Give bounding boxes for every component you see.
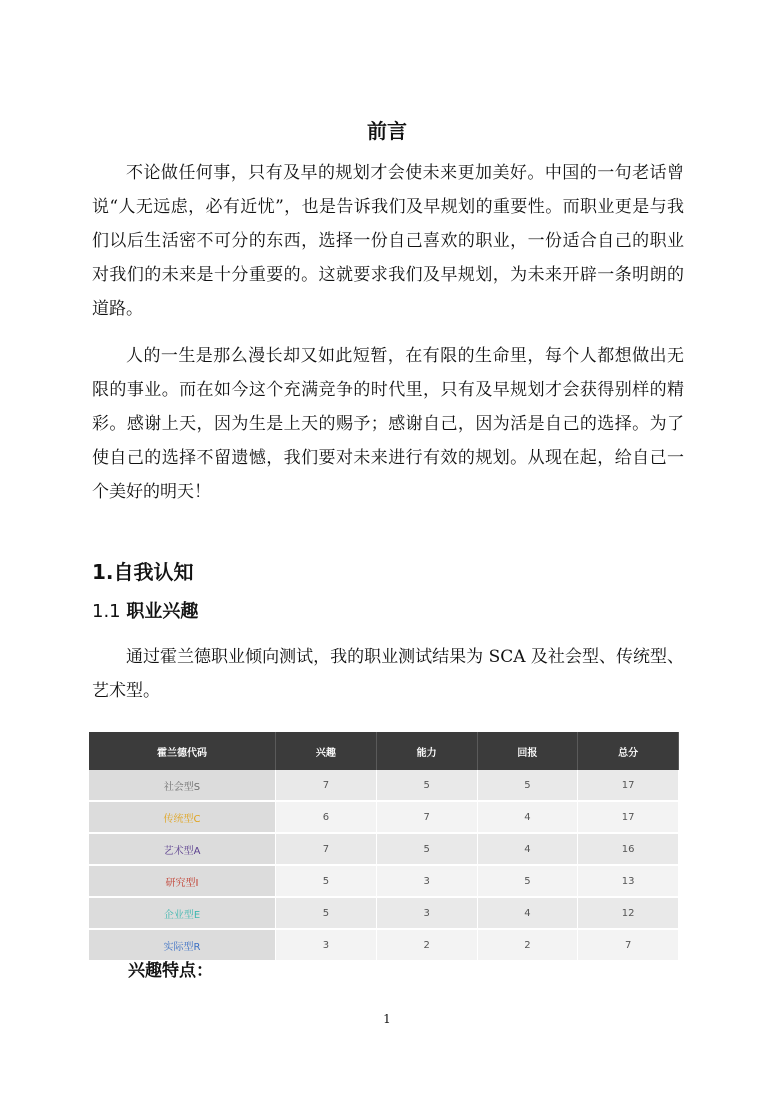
page-number: 1 bbox=[383, 1012, 391, 1026]
section-heading-self-awareness: 1.自我认知 bbox=[92, 560, 194, 584]
holland-code-cell: 传统型C bbox=[89, 801, 276, 833]
preface-paragraph-2: 人的一生是那么漫长却又如此短暂，在有限的生命里，每个人都想做出无限的事业。而在如今这个充满竞争的时代里，只有及早规划才会获得别样的精彩。感谢上天，因为生是上天的赐予；感谢自己，因为活是自己的选择。为了使自己的选择不留遗憾，我们要对未来进行有效的规划。从现在起，给自己一个美好的明天！ bbox=[92, 346, 684, 502]
score-cell: 17 bbox=[578, 801, 679, 833]
score-cell: 7 bbox=[276, 770, 377, 801]
test-result-paragraph: 通过霍兰德职业倾向测试，我的职业测试结果为 SCA 及社会型、传统型、艺术型。 bbox=[92, 647, 684, 701]
score-cell: 6 bbox=[276, 801, 377, 833]
subsection-heading-career-interest bbox=[92, 598, 198, 626]
score-cell: 3 bbox=[376, 865, 477, 897]
header-interest: 兴趣 bbox=[276, 732, 377, 770]
table-row bbox=[89, 801, 679, 833]
table-row bbox=[89, 770, 679, 801]
holland-score-table bbox=[89, 732, 679, 962]
holland-code-cell: 企业型E bbox=[89, 897, 276, 929]
holland-code-cell: 艺术型A bbox=[89, 833, 276, 865]
holland-code-cell: 研究型I bbox=[89, 865, 276, 897]
interest-traits-label: 兴趣特点： bbox=[128, 961, 213, 981]
subsection-number: 1.1 bbox=[92, 601, 121, 622]
table-row bbox=[89, 865, 679, 897]
score-cell: 5 bbox=[477, 770, 578, 801]
score-cell: 4 bbox=[477, 833, 578, 865]
score-cell: 2 bbox=[376, 929, 477, 961]
score-cell: 4 bbox=[477, 897, 578, 929]
score-cell: 3 bbox=[276, 929, 377, 961]
header-ability: 能力 bbox=[376, 732, 477, 770]
preface-paragraph-1: 不论做任何事，只有及早的规划才会使未来更加美好。中国的一句老话曾说“人无远虑，必有近忧”，也是告诉我们及早规划的重要性。而职业更是与我们以后生活密不可分的东西，选择一份自己喜欢的职业，一份适合自己的职业对我们的未来是十分重要的。这就要求我们及早规划，为未来开辟一条明朗的道路。 bbox=[92, 163, 684, 319]
score-cell: 5 bbox=[276, 865, 377, 897]
score-cell: 5 bbox=[376, 833, 477, 865]
score-cell: 4 bbox=[477, 801, 578, 833]
subsection-title: 职业兴趣 bbox=[126, 601, 199, 622]
table-header-row bbox=[89, 732, 679, 770]
header-total: 总分 bbox=[578, 732, 679, 770]
holland-code-cell: 实际型R bbox=[89, 929, 276, 961]
score-cell: 17 bbox=[578, 770, 679, 801]
score-cell: 7 bbox=[376, 801, 477, 833]
score-cell: 3 bbox=[376, 897, 477, 929]
holland-code-cell: 社会型S bbox=[89, 770, 276, 801]
page-title: 前言 bbox=[367, 119, 407, 143]
score-cell: 5 bbox=[477, 865, 578, 897]
score-cell: 13 bbox=[578, 865, 679, 897]
score-cell: 2 bbox=[477, 929, 578, 961]
header-reward: 回报 bbox=[477, 732, 578, 770]
score-cell: 5 bbox=[376, 770, 477, 801]
table-row bbox=[89, 897, 679, 929]
score-cell: 12 bbox=[578, 897, 679, 929]
score-cell: 7 bbox=[276, 833, 377, 865]
header-code: 霍兰德代码 bbox=[89, 732, 276, 770]
table-row bbox=[89, 833, 679, 865]
score-cell: 5 bbox=[276, 897, 377, 929]
score-cell: 16 bbox=[578, 833, 679, 865]
score-cell: 7 bbox=[578, 929, 679, 961]
